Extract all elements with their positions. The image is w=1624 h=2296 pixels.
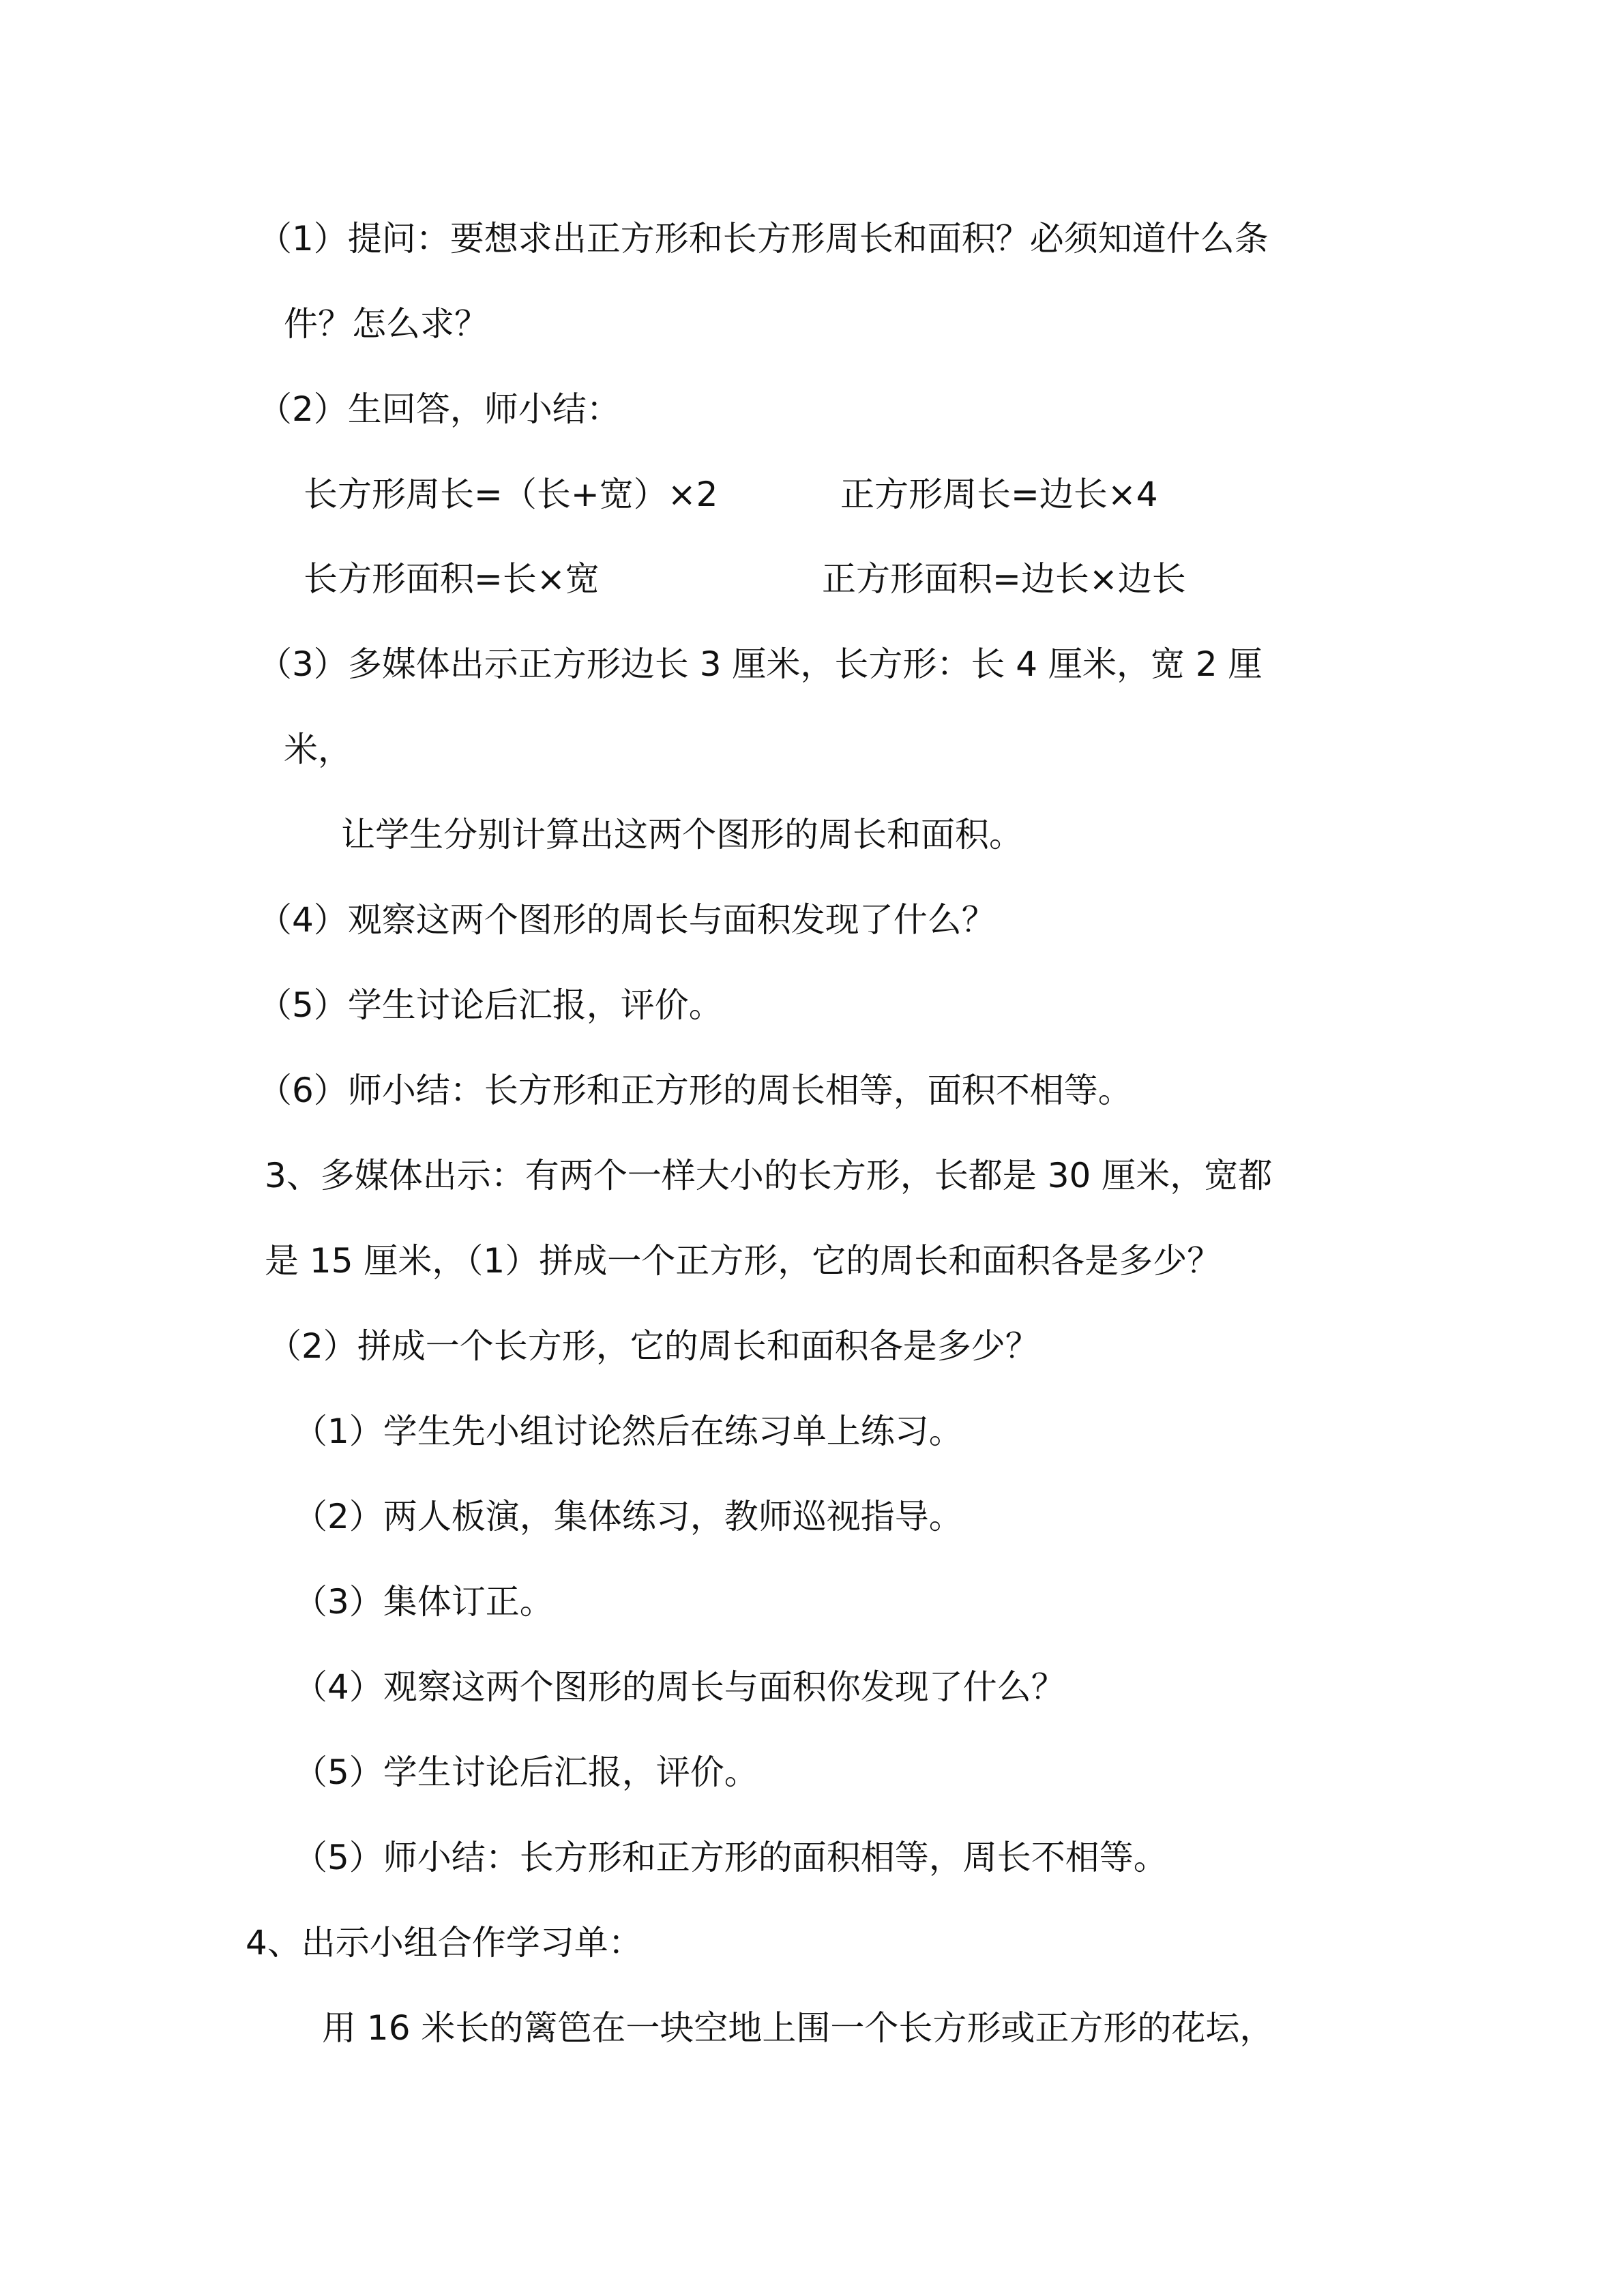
formula-rect-perimeter: 长方形周长=（长+宽）×2 — [304, 475, 718, 514]
text-line: （5）学生讨论后汇报，评价。 — [293, 1753, 758, 1792]
text-line: （1）学生先小组讨论然后在练习单上练习。 — [293, 1412, 963, 1451]
text-line: （4）观察这两个图形的周长与面积发现了什么？ — [258, 900, 996, 940]
text-line: （2）两人板演，集体练习，教师巡视指导。 — [293, 1497, 963, 1536]
text-line: （6）师小结：长方形和正方形的周长相等，面积不相等。 — [258, 1071, 1132, 1110]
text-line: （3）集体订正。 — [293, 1582, 554, 1622]
text-line: 用 16 米长的篱笆在一块空地上围一个长方形或正方形的花坛， — [322, 2008, 1274, 2048]
text-line: （3）多媒体出示正方形边长 3 厘米，长方形：长 4 厘米，宽 2 厘 — [258, 644, 1263, 684]
formula-rect-area: 长方形面积=长×宽 — [304, 559, 600, 599]
text-line: 3、多媒体出示：有两个一样大小的长方形，长都是 30 厘米，宽都 — [265, 1156, 1273, 1195]
text-line: （5）师小结：长方形和正方形的面积相等，周长不相等。 — [293, 1838, 1168, 1877]
formula-square-area: 正方形面积=边长×边长 — [822, 559, 1186, 599]
text-line: 件？怎么求？ — [284, 304, 488, 344]
text-line: 米， — [284, 730, 352, 769]
text-line: 4、出示小组合作学习单： — [246, 1923, 643, 1963]
text-line: （1）提问：要想求出正方形和长方形周长和面积？必须知道什么条 — [258, 219, 1269, 258]
text-line: （2）生回答，师小结： — [258, 389, 621, 429]
text-line: （2）拼成一个长方形，它的周长和面积各是多少？ — [267, 1326, 1039, 1366]
text-line: 让学生分别计算出这两个图形的周长和面积。 — [341, 815, 1023, 854]
text-line: （5）学生讨论后汇报，评价。 — [258, 985, 723, 1025]
text-line: 是 15 厘米，（1）拼成一个正方形，它的周长和面积各是多少？ — [265, 1241, 1222, 1281]
formula-square-perimeter: 正方形周长=边长×4 — [840, 475, 1158, 514]
text-line: （4）观察这两个图形的周长与面积你发现了什么？ — [293, 1667, 1065, 1707]
